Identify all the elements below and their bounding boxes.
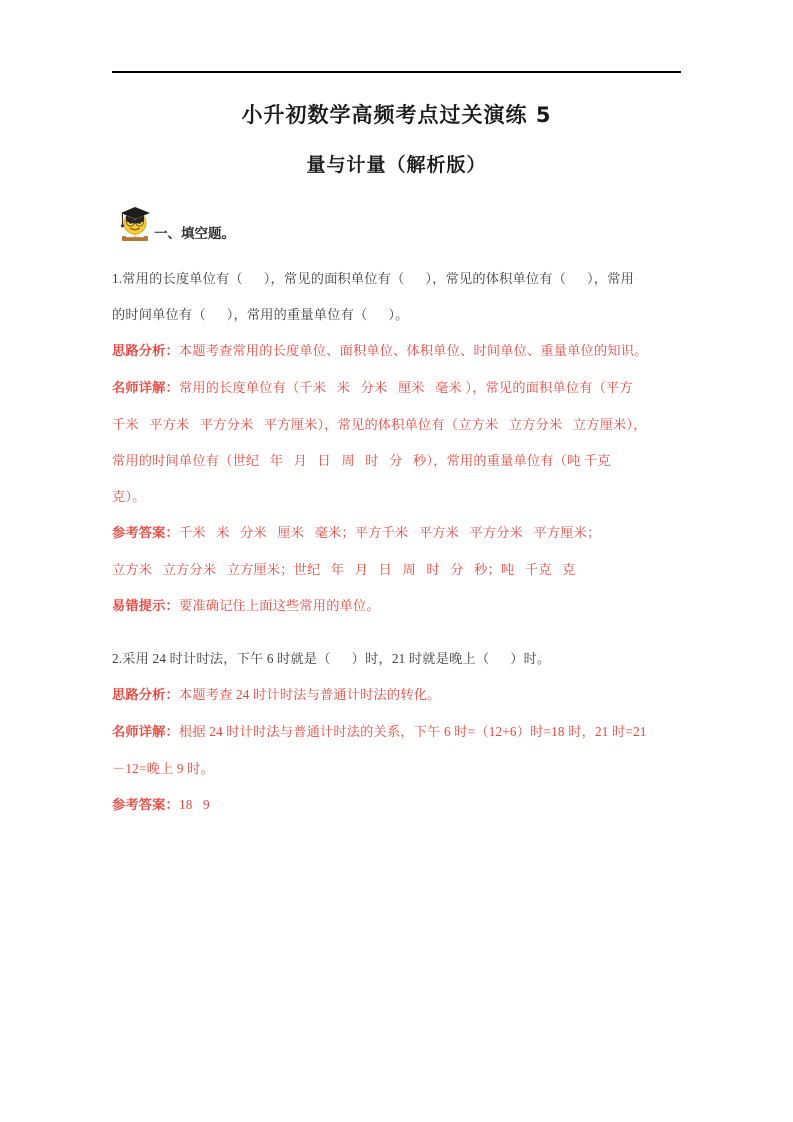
- question-1-pitfall-text: 要准确记住上面这些常用的单位。: [178, 597, 380, 613]
- detail-label-2: 名师详解：: [112, 724, 179, 740]
- graduate-smiley-icon: [112, 203, 158, 245]
- question-1-analysis: [112, 333, 681, 370]
- question-1-stem-line-1: 1.常用的长度单位有（ ），常见的面积单位有（ ），常见的体积单位有（ ），常用: [112, 270, 634, 286]
- question-1-stem-line-2: 的时间单位有（ ），常用的重量单位有（ ）。: [112, 306, 409, 322]
- question-1-answer-line-1: [112, 515, 681, 552]
- analysis-label: 思路分析：: [112, 343, 179, 359]
- question-2-detail-text-1: 根据 24 时计时法与普通计时法的关系，下午 6 时=（12+6）时=18 时，21 时=21: [178, 723, 647, 739]
- question-block-1: [112, 261, 681, 625]
- question-1-detail-line-4: 克）。: [112, 488, 146, 504]
- header-divider-rule: [112, 71, 681, 73]
- question-block-2: [112, 641, 681, 824]
- question-2-detail-line-2: －12=晚上 9 时。: [112, 760, 214, 776]
- pitfall-label: 易错提示：: [112, 598, 179, 614]
- page-title: 小升初数学高频考点过关演练 5: [241, 103, 552, 127]
- question-1-detail-line-3: 常用的时间单位有（世纪 年 月 日 周 时 分 秒），常用的重量单位有（吨 千克: [112, 452, 611, 468]
- answer-label: 参考答案：: [112, 525, 179, 541]
- question-2-stem-line-1: 2.采用 24 时计时法，下午 6 时就是（ ）时，21 时就是晚上（ ）时。: [112, 650, 551, 666]
- question-2-answer-text-1: 18 9: [178, 796, 210, 812]
- question-2-analysis: [112, 677, 681, 714]
- question-2-analysis-text: 本题考查 24 时计时法与普通计时法的转化。: [178, 686, 441, 702]
- question-1-answer-text-1: 千米 米 分米 厘米 毫米；平方千米 平方米 平方分米 平方厘米；: [178, 524, 601, 540]
- question-1-detail-text-1: 常用的长度单位有（千米 米 分米 厘米 毫米 ），常见的面积单位有（平方: [178, 379, 633, 395]
- detail-label: 名师详解：: [112, 380, 179, 396]
- section-heading-label: 一、填空题。: [154, 225, 235, 242]
- question-1-detail-line-1: [112, 370, 681, 407]
- question-1-analysis-text: 本题考查常用的长度单位、面积单位、体积单位、时间单位、重量单位的知识。: [178, 342, 648, 358]
- section-heading: [112, 203, 681, 245]
- question-1-answer-line-2: 立方米 立方分米 立方厘米；世纪 年 月 日 周 时 分 秒；吨 千克 克: [112, 561, 576, 577]
- question-1-pitfall: [112, 588, 681, 625]
- analysis-label-2: 思路分析：: [112, 687, 179, 703]
- question-1-detail-line-2: 千米 平方米 平方分米 平方厘米），常见的体积单位有（立方米 立方分米 立方厘米），: [112, 416, 647, 432]
- question-2-answer-line-1: [112, 787, 681, 824]
- answer-label-2: 参考答案：: [112, 797, 179, 813]
- question-2-detail-line-1: [112, 714, 681, 751]
- page-subtitle: 量与计量（解析版）: [306, 154, 487, 177]
